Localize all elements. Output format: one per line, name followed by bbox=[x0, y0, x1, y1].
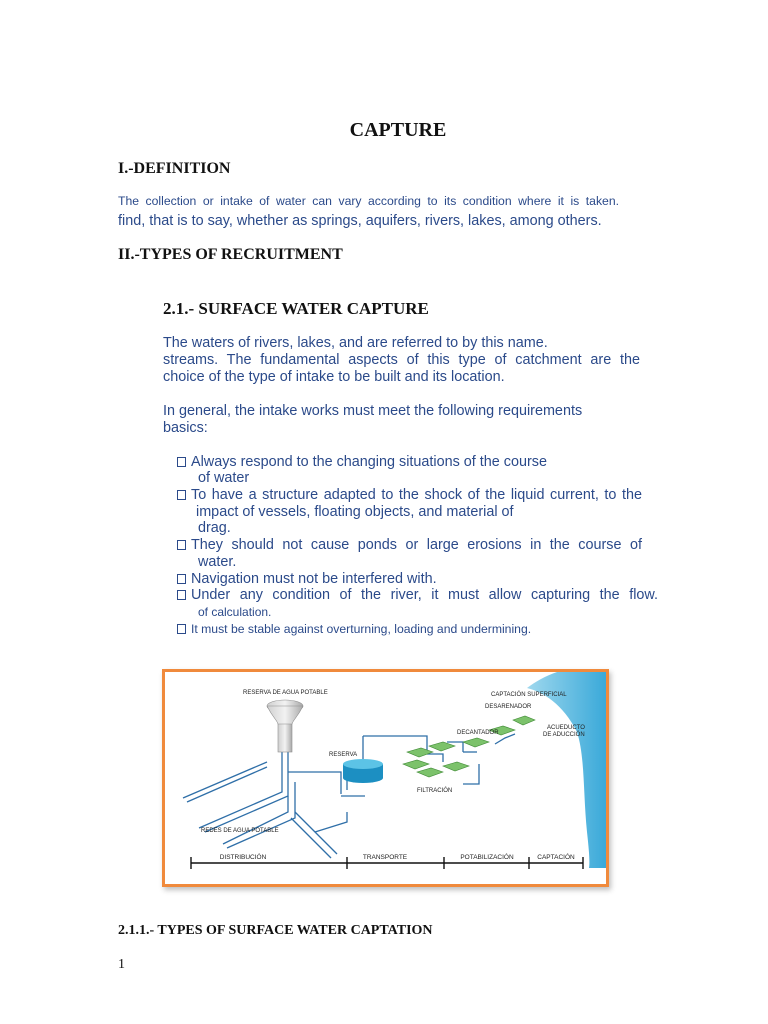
bullet-item bbox=[177, 571, 437, 588]
bullet-item bbox=[177, 587, 658, 604]
label-acueducto-1: ACUEDUCTO bbox=[547, 725, 585, 731]
stage-captacion: CAPTACIÓN bbox=[537, 854, 575, 861]
stage-transporte: TRANSPORTE bbox=[362, 854, 408, 861]
paragraph-line: The waters of rivers, lakes, and are referred to by this name. bbox=[163, 335, 548, 351]
bullet-item bbox=[177, 537, 642, 554]
page-title: CAPTURE bbox=[349, 119, 447, 141]
label-acueducto-2: DE ADUCCIÓN bbox=[543, 732, 585, 738]
bullet-continuation: water. bbox=[198, 554, 237, 570]
stage-potabilizacion: POTABILIZACIÓN bbox=[460, 854, 514, 861]
definition-line-2: find, that is to say, whether as springs, aquifers, rivers, lakes, among others. bbox=[118, 213, 602, 229]
label-decantador: DECANTADOR bbox=[457, 730, 499, 736]
section-heading-types: II.-TYPES OF RECRUITMENT bbox=[118, 246, 343, 263]
bullet-box-icon bbox=[177, 590, 186, 600]
bullet-continuation: drag. bbox=[198, 520, 231, 536]
bullet-text: Always respond to the changing situations of the course bbox=[191, 454, 547, 470]
bullet-text: Under any condition of the river, it must allow capturing the flow. bbox=[191, 587, 658, 603]
definition-line-1: The collection or intake of water can vary according to its condition where it is taken. bbox=[118, 194, 619, 208]
reservoir-tank-icon bbox=[343, 759, 383, 783]
stage-distribucion: DISTRIBUCIÓN bbox=[219, 854, 267, 861]
bullet-continuation: of water bbox=[198, 470, 250, 486]
bullet-box-icon bbox=[177, 574, 186, 584]
bullet-item bbox=[177, 454, 547, 471]
water-system-diagram bbox=[165, 672, 606, 884]
bullet-continuation: impact of vessels, floating objects, and material of bbox=[196, 504, 514, 520]
section-heading-definition: I.-DEFINITION bbox=[118, 160, 231, 177]
label-desarenador: DESARENADOR bbox=[485, 704, 532, 710]
paragraph-line: In general, the intake works must meet the following requirements bbox=[163, 403, 583, 419]
bullet-text: Navigation must not be interfered with. bbox=[191, 571, 437, 587]
water-system-figure bbox=[162, 669, 609, 887]
label-reserva-agua: RESERVA DE AGUA POTABLE bbox=[243, 690, 328, 696]
bullet-text: It must be stable against overturning, loading and undermining. bbox=[191, 622, 532, 636]
label-captacion-superficial: CAPTACIÓN SUPERFICIAL bbox=[491, 692, 567, 698]
label-filtracion: FILTRACIÓN bbox=[417, 788, 453, 794]
subsection-heading-surface: 2.1.- SURFACE WATER CAPTURE bbox=[163, 299, 429, 318]
paragraph-line: choice of the type of intake to be built and its location. bbox=[163, 369, 505, 385]
bullet-box-icon bbox=[177, 624, 186, 634]
page-number: 1 bbox=[118, 957, 125, 972]
paragraph-line: basics: bbox=[163, 420, 208, 436]
bullet-item bbox=[177, 621, 531, 638]
bullet-continuation: of calculation. bbox=[198, 605, 272, 619]
bullet-box-icon bbox=[177, 540, 186, 550]
bullet-box-icon bbox=[177, 457, 186, 467]
bullet-text: They should not cause ponds or large erosions in the course of bbox=[191, 537, 642, 553]
label-redes: REDES DE AGUA POTABLE bbox=[201, 828, 279, 834]
label-reserva: RESERVA bbox=[329, 752, 358, 758]
paragraph-line: streams. The fundamental aspects of this type of catchment are the bbox=[163, 352, 640, 368]
bullet-text: To have a structure adapted to the shock of the liquid current, to the bbox=[191, 487, 642, 503]
bullet-box-icon bbox=[177, 490, 186, 500]
subsection-heading-types-surface: 2.1.1.- TYPES OF SURFACE WATER CAPTATION bbox=[118, 923, 433, 938]
bullet-item bbox=[177, 487, 642, 504]
